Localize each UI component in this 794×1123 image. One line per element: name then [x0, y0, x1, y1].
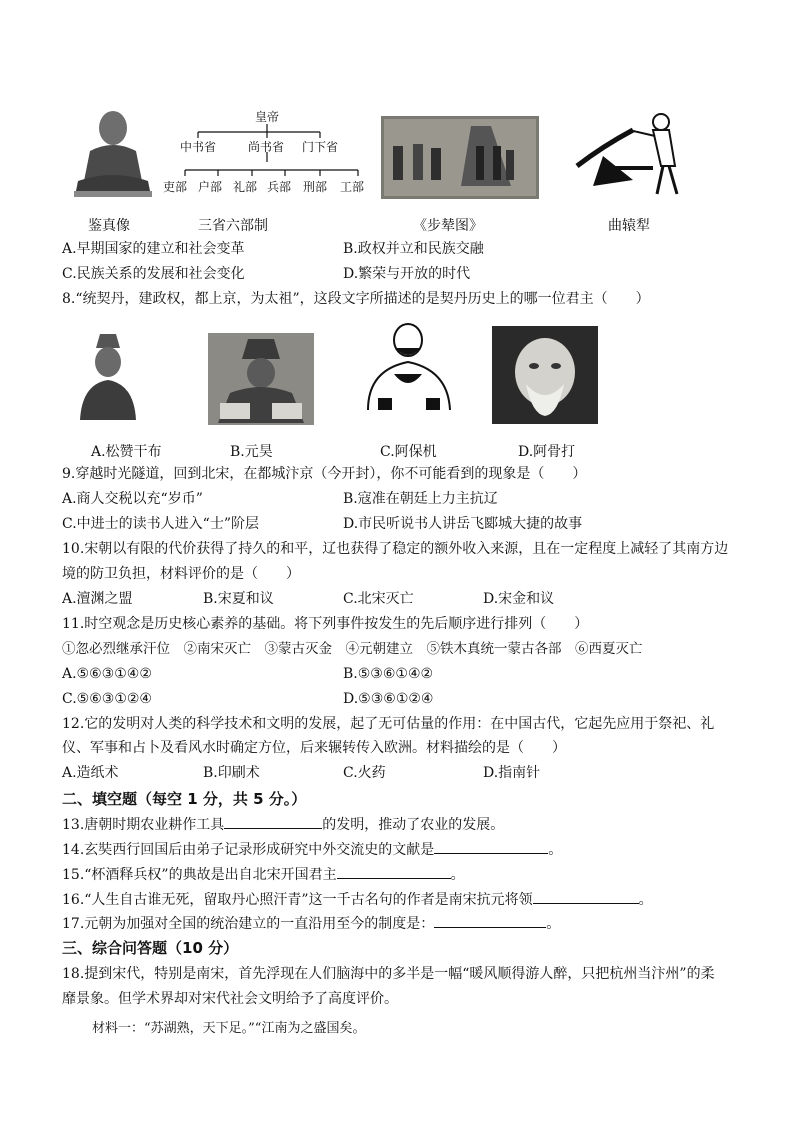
yuanhao-image	[208, 333, 314, 425]
q8-option-a: A.松赞干布	[91, 444, 162, 460]
org-gong-bu: 工部	[340, 180, 365, 194]
q9-option-d: D.市民听说书人讲岳飞郾城大捷的故事	[343, 516, 583, 532]
q14-text-after: 。	[548, 842, 563, 858]
q9-option-a: A.商人交税以充“岁币”	[62, 491, 203, 507]
q18-material-1: 材料一：“苏湖熟，天下足。”“江南为之盛国矣。	[92, 1021, 366, 1036]
q7-option-d: D.繁荣与开放的时代	[343, 266, 471, 282]
q12-option-d: D.指南针	[483, 765, 541, 781]
q12-stem-line1: 12.它的发明对人类的科学技术和文明的发展，起了无可估量的作用：在中国古代，它起先应用于祭祀、礼	[62, 716, 715, 732]
q11-events: ①忽必烈继承汗位 ②南宋灭亡 ③蒙古灭金 ④元朝建立 ⑤铁木真统一蒙古各部 ⑥西夏灭亡	[62, 641, 643, 657]
q8-option-b: B.元昊	[230, 444, 273, 460]
caption-jianzhen: 鉴真像	[88, 218, 130, 234]
three-departments-six-ministries-chart	[160, 106, 375, 200]
q16	[62, 889, 653, 910]
q17-text-after: 。	[546, 916, 561, 932]
q15-text-after: 。	[450, 867, 465, 883]
q10-option-a: A.澶渊之盟	[62, 591, 133, 607]
q7-option-c: C.民族关系的发展和社会变化	[62, 266, 245, 282]
aguda-image	[492, 326, 598, 424]
q11-option-d: D.⑤③⑥①②④	[343, 691, 434, 707]
q14-answer-blank[interactable]	[434, 839, 548, 854]
q15	[62, 864, 465, 885]
curved-shaft-plough-image	[573, 106, 690, 200]
q15-text-before: 15.“杯酒释兵权”的典故是出自北宋开国君主	[62, 867, 337, 883]
q14-text-before: 14.玄奘西行回国后由弟子记录形成研究中外交流史的文献是	[62, 842, 435, 858]
caption-plough: 曲辕犁	[608, 218, 650, 234]
q12-stem-line2: 仪、军事和占卜及看风水时确定方位，后来辗转传入欧洲。材料描绘的是（ ）	[62, 740, 566, 756]
songtsen-gampo-image	[72, 330, 144, 422]
q11-stem: 11.时空观念是历史核心素养的基础。将下列事件按发生的先后顺序进行排列（ ）	[62, 616, 589, 632]
q17	[62, 913, 560, 934]
section-3-title: 三、综合问答题（10 分）	[62, 939, 239, 957]
abaoji-image	[356, 318, 462, 414]
bunian-painting-image	[381, 116, 539, 199]
jianzhen-statue-image	[70, 103, 156, 199]
org-bing-bu: 兵部	[267, 180, 292, 194]
q12-option-c: C.火药	[343, 765, 386, 781]
org-zhongshu: 中书省	[180, 140, 217, 154]
q13-answer-blank[interactable]	[224, 814, 322, 829]
q8-option-d: D.阿骨打	[518, 444, 576, 460]
q14	[62, 839, 562, 860]
q10-stem-line1: 10.宋朝以有限的代价获得了持久的和平，辽也获得了稳定的额外收入来源，且在一定程度上减轻了其南方边	[62, 541, 729, 557]
org-li-bu-rites: 礼部	[233, 180, 258, 194]
q10-option-d: D.宋金和议	[483, 591, 555, 607]
org-hu-bu: 户部	[198, 180, 223, 194]
q11-option-c: C.⑤⑥③①②④	[62, 691, 152, 707]
q12-option-a: A.造纸术	[62, 765, 119, 781]
q8-option-c: C.阿保机	[380, 444, 437, 460]
q13	[62, 814, 504, 835]
q13-text-before: 13.唐朝时期农业耕作工具	[62, 817, 225, 833]
q11-option-a: A.⑤⑥③①④②	[62, 666, 152, 682]
q18-stem-line1: 18.提到宋代，特别是南宋，首先浮现在人们脑海中的多半是一幅“暖风顺得游人醉，只把杭州当汴州”的柔	[62, 966, 715, 982]
q8-stem: 8.“统契丹，建政权，都上京，为太祖”，这段文字所描述的是契丹历史上的哪一位君主（ ）	[62, 291, 650, 307]
section-2-title: 二、填空题（每空 1 分，共 5 分。）	[62, 790, 307, 808]
q16-text-after: 。	[638, 892, 653, 908]
q7-option-b: B.政权并立和民族交融	[343, 241, 484, 257]
caption-three-departments: 三省六部制	[198, 218, 268, 234]
q10-stem-line2: 境的防卫负担，材料评价的是（ ）	[62, 566, 300, 582]
q12-option-b: B.印刷术	[203, 765, 260, 781]
q9-option-c: C.中进士的读书人进入“士”阶层	[62, 516, 259, 532]
q15-answer-blank[interactable]	[337, 864, 451, 879]
q7-option-a: A.早期国家的建立和社会变革	[62, 241, 245, 257]
q9-stem: 9.穿越时光隧道，回到北宋，在都城汴京（今开封），你不可能看到的现象是（ ）	[62, 466, 587, 482]
q9-option-b: B.寇准在朝廷上力主抗辽	[343, 491, 498, 507]
q16-answer-blank[interactable]	[533, 889, 639, 904]
q17-text-before: 17.元朝为加强对全国的统治建立的一直沿用至今的制度是：	[62, 916, 435, 932]
org-shangshu: 尚书省	[248, 140, 285, 154]
q11-option-b: B.⑤③⑥①④②	[343, 666, 434, 682]
org-menxia: 门下省	[302, 140, 339, 154]
q10-option-b: B.宋夏和议	[203, 591, 274, 607]
q18-stem-line2: 靡景象。但学术界却对宋代社会文明给予了高度评价。	[62, 991, 398, 1007]
q13-text-after: 的发明，推动了农业的发展。	[322, 817, 505, 833]
q10-option-c: C.北宋灭亡	[343, 591, 414, 607]
org-li-bu: 吏部	[163, 180, 188, 194]
q17-answer-blank[interactable]	[434, 913, 546, 928]
q16-text-before: 16.“人生自古谁无死，留取丹心照汗青”这一千古名句的作者是南宋抗元将领	[62, 892, 533, 908]
caption-bunian-tu: 《步辇图》	[413, 218, 483, 234]
org-xing-bu: 刑部	[303, 180, 328, 194]
org-emperor: 皇帝	[255, 110, 280, 124]
